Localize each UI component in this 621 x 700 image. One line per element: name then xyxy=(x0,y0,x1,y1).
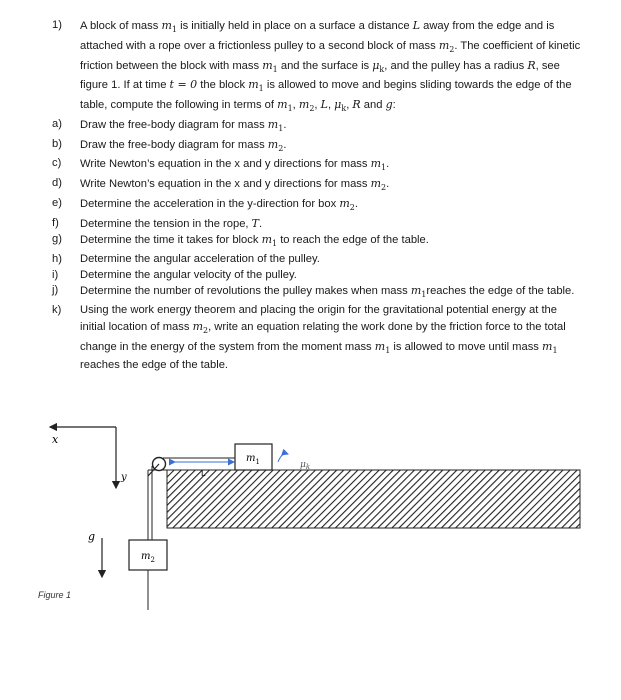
var-g: g xyxy=(385,98,393,112)
distance-L-label: L xyxy=(201,469,206,478)
subquestion-d: d) Write Newton’s equation in the x and y directions for mass $m_2$. xyxy=(52,177,390,193)
var-L: L xyxy=(412,19,420,32)
subquestion-b: b) Draw the free-body diagram for mass $m_2$. xyxy=(52,137,287,153)
var-m1: $m_1$ xyxy=(248,78,264,94)
var-m2: $m_2$ xyxy=(438,38,455,54)
subquestion-h: h) Determine the angular acceleration of the pulley. xyxy=(52,253,320,266)
subquestion-k: k) Using the work energy theorem and placing the origin for the gravitational potential energy at the initial location of mass $m_2$, write an equation relating the work done by the friction force to the total change in the energy of the system from the moment mass $m_1$ is allowed to move until mass $m_1$ reaches the edge of the table. xyxy=(52,304,566,372)
x-axis-label: x xyxy=(52,433,59,446)
var-m1: $m_1$ xyxy=(262,58,278,74)
pulley-diagram xyxy=(0,410,621,610)
table-surface xyxy=(167,470,580,528)
block-m2-label: $m_2$ xyxy=(141,551,155,564)
var-mu-k: $\mu_k$ xyxy=(372,58,385,74)
var-m1: $m_1$ xyxy=(277,98,293,114)
subquestion-a: a) Draw the free-body diagram for mass $m_1$. xyxy=(52,117,287,134)
figure-1 xyxy=(0,410,621,610)
friction-label: $\mu_k$ xyxy=(300,460,311,471)
var-L: L xyxy=(320,98,328,112)
problem-text xyxy=(52,18,582,374)
friction-arrow xyxy=(278,454,288,462)
var-t0: t = 0 xyxy=(169,78,198,92)
var-m1: $m_1$ xyxy=(161,19,177,35)
block-m1-label: $m_1$ xyxy=(246,453,260,466)
var-m2: $m_2$ xyxy=(298,98,315,114)
problem-number: 1) xyxy=(52,19,62,31)
problem-statement: A block of mass $m_1$ is initially held in place on a surface a distance L away from the edge and is attached with a rope over a frictionless pulley to a second block of mass $m_2$. The coefficient of kinetic friction between the block with mass $m_1$ and the surface is $\mu_k$, and the pulley has a radius R, see figure 1. If at time t = 0 the block $m_1$ is allowed to move and begins sliding towards the edge of the table, compute the following in terms of $m_1$, $m_2$, L, $\mu_k$, R and g: xyxy=(80,19,581,114)
var-R: R xyxy=(352,98,361,112)
subquestion-g: g) Determine the time it takes for block $m_1$ to reach the edge of the table. xyxy=(52,233,429,249)
var-mu-k: $\mu_k$ xyxy=(334,98,347,114)
gravity-label: g xyxy=(88,530,96,543)
y-axis-label: y xyxy=(121,472,127,483)
var-R: R xyxy=(527,58,536,72)
subquestion-e: e) Determine the acceleration in the y-direction for box $m_2$. xyxy=(52,197,358,213)
problem-intro xyxy=(52,18,582,117)
subquestion-c: c) Write Newton’s equation in the x and y directions for mass $m_1$. xyxy=(52,157,390,173)
subquestion-f: f) Determine the tension in the rope, T. xyxy=(52,216,263,230)
figure-caption: Figure 1 xyxy=(38,590,72,600)
subquestion-i: i) Determine the angular velocity of the pulley. xyxy=(52,268,297,281)
subquestion-j: j) Determine the number of revolutions the pulley makes when mass $m_1reaches$ the edge of the table. xyxy=(52,284,575,300)
